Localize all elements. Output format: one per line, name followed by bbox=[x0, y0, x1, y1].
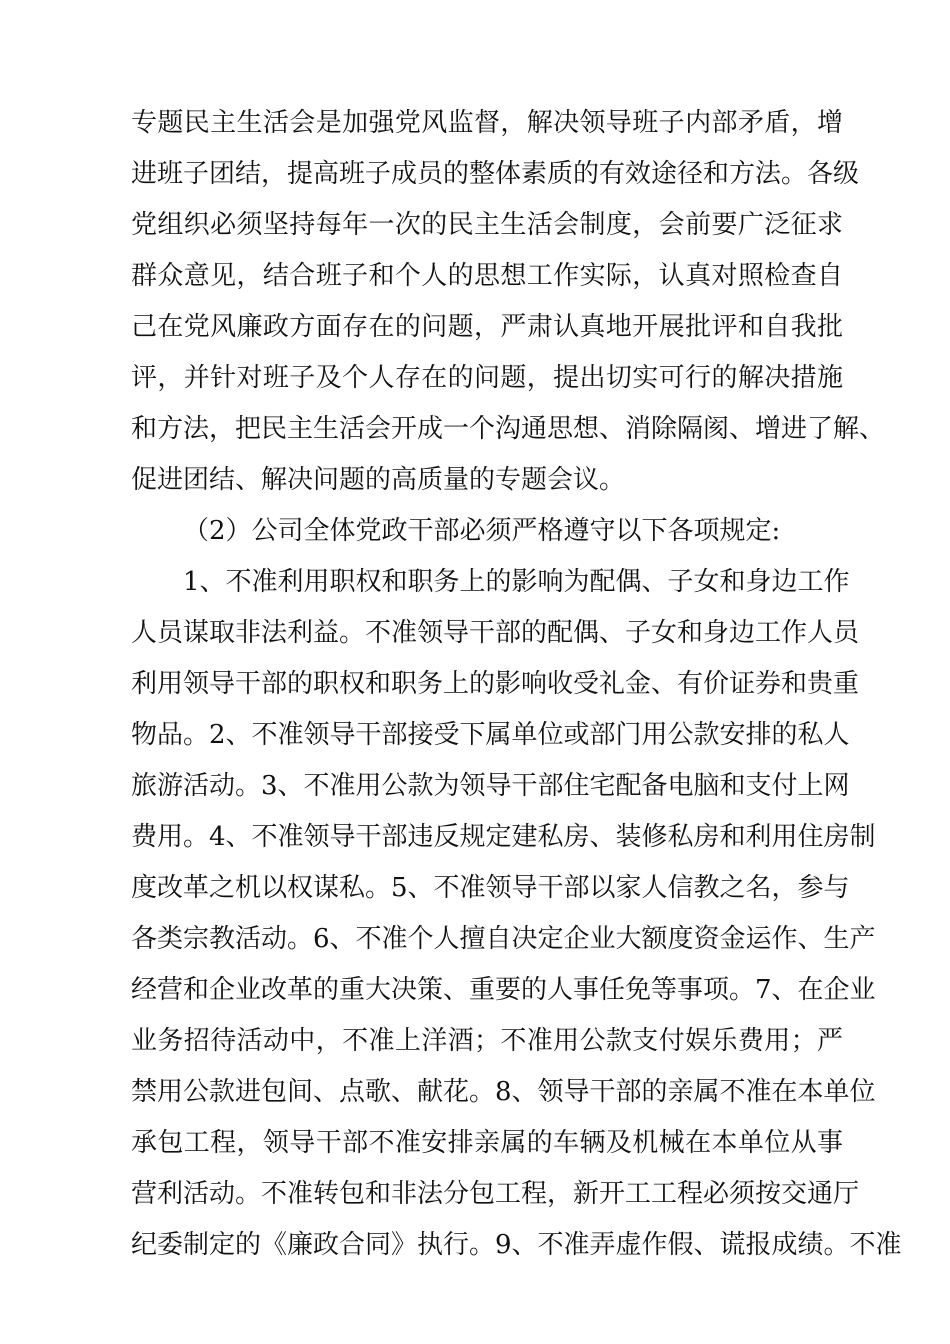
text-line: 费用。4、不准领导干部违反规定建私房、装修私房和利用住房制 bbox=[131, 822, 876, 852]
text-line: 禁用公款进包间、点歌、献花。8、领导干部的亲属不准在本单位 bbox=[131, 1077, 876, 1107]
text-line: 旅游活动。3、不准用公款为领导干部住宅配备电脑和支付上网 bbox=[131, 771, 850, 801]
text-line: 党组织必须坚持每年一次的民主生活会制度，会前要广泛征求 bbox=[131, 210, 843, 240]
text-line: 群众意见，结合班子和个人的思想工作实际，认真对照检查自 bbox=[131, 261, 843, 291]
text-line: 经营和企业改革的重大决策、重要的人事任免等事项。7、在企业 bbox=[131, 975, 876, 1005]
text-line: 1、不准利用职权和职务上的影响为配偶、子女和身边工作 bbox=[183, 567, 850, 597]
text-line: 各类宗教活动。6、不准个人擅自决定企业大额度资金运作、生产 bbox=[131, 924, 876, 954]
text-line: 己在党风廉政方面存在的问题，严肃认真地开展批评和自我批 bbox=[131, 312, 843, 342]
text-line: 和方法，把民主生活会开成一个沟通思想、消除隔阂、增进了解、 bbox=[131, 414, 886, 444]
text-line: 纪委制定的《廉政合同》执行。9、不准弄虚作假、谎报成绩。不准 bbox=[131, 1230, 902, 1260]
text-line: 促进团结、解决问题的高质量的专题会议。 bbox=[131, 465, 626, 495]
text-line: 评，并针对班子及个人存在的问题，提出切实可行的解决措施 bbox=[131, 363, 843, 393]
document-body bbox=[131, 98, 902, 1271]
text-line: 业务招待活动中，不准上洋酒；不准用公款支付娱乐费用；严 bbox=[131, 1026, 843, 1056]
section-heading: （2）公司全体党政干部必须严格遵守以下各项规定: bbox=[183, 516, 781, 546]
text-line: 营利活动。不准转包和非法分包工程，新开工工程必须按交通厅 bbox=[131, 1179, 860, 1209]
text-line: 进班子团结，提高班子成员的整体素质的有效途径和方法。各级 bbox=[131, 159, 860, 189]
text-line: 人员谋取非法利益。不准领导干部的配偶、子女和身边工作人员 bbox=[131, 618, 860, 648]
text-line: 物品。2、不准领导干部接受下属单位或部门用公款安排的私人 bbox=[131, 720, 850, 750]
text-line: 度改革之机以权谋私。5、不准领导干部以家人信教之名，参与 bbox=[131, 873, 850, 903]
text-line: 承包工程，领导干部不准安排亲属的车辆及机械在本单位从事 bbox=[131, 1128, 843, 1158]
text-line: 利用领导干部的职权和职务上的影响收受礼金、有价证券和贵重 bbox=[131, 669, 860, 699]
text-line: 专题民主生活会是加强党风监督，解决领导班子内部矛盾，增 bbox=[131, 108, 843, 138]
